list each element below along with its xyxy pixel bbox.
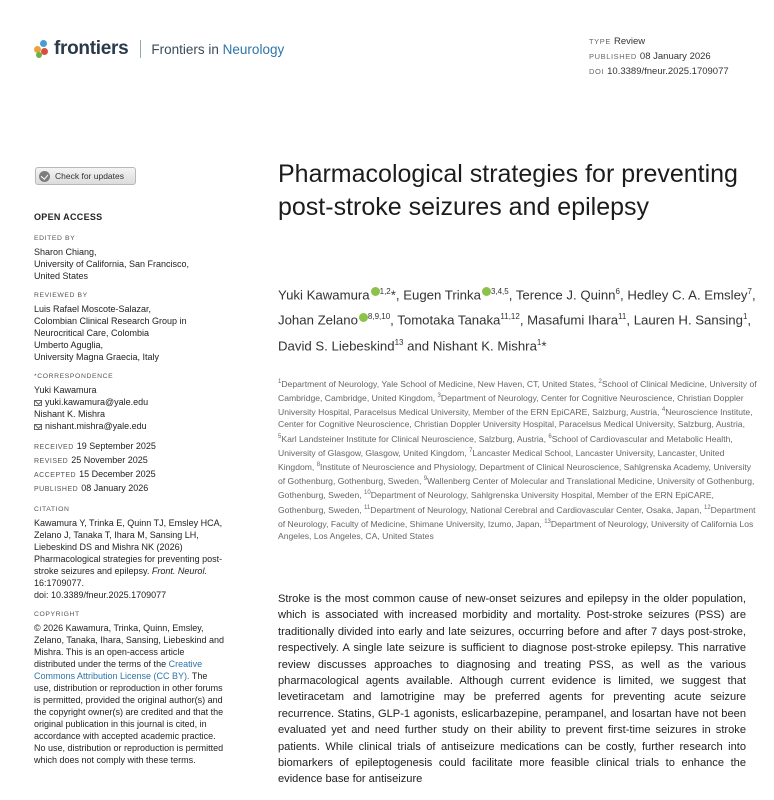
affiliation-text: Neuroscience Institute, Center for Cognitive Neuroscience, Christian Doppler University Hospital, Paracelsus Medical University, Salzburg, Austria, bbox=[278, 407, 753, 430]
author-name[interactable]: Lauren H. Sansing bbox=[633, 312, 743, 328]
author-affiliation-ref: 6 bbox=[615, 287, 620, 296]
author-affiliation-ref: 7 bbox=[747, 287, 752, 296]
history-dates: RECEIVED 19 September 2025 REVISED 25 November 2025 ACCEPTED 15 December 2025 PUBLISHED 08 January 2026 bbox=[34, 441, 156, 493]
affiliation-number: 9 bbox=[423, 476, 428, 483]
author-affiliation-ref: 8,9,10 bbox=[367, 312, 391, 322]
published-date: 08 January 2026 bbox=[639, 51, 711, 62]
affiliation-number: 3 bbox=[437, 393, 441, 400]
correspondence: *CORRESPONDENCE Yuki Kawamura yuki.kawamura@yale.edu Nishant K. Mishra nishant.mishra@yale.edu bbox=[34, 371, 224, 432]
envelope-icon bbox=[34, 400, 42, 406]
author-affiliation-ref: 13 bbox=[394, 337, 404, 347]
affiliation-number: 2 bbox=[598, 379, 602, 385]
affiliation-number: 10 bbox=[364, 490, 371, 497]
author-name[interactable]: Johan Zelano bbox=[278, 312, 358, 328]
author-name[interactable]: Hedley C. A. Emsley bbox=[627, 287, 748, 303]
affiliation-text: Department of Neurology, National Cerebral and Cardiovascular Center, Osaka, Japan, bbox=[370, 504, 704, 515]
author-affiliation-ref: 11,12 bbox=[500, 312, 520, 322]
citation: CITATION Kawamura Y, Trinka E, Quinn TJ, Emsley HCA, Zelano J, Tanaka T, Ihara M, Sansing LH, Liebeskind DS and Mishra NK (2026) Pharmacological strategies for preventing post-stroke seizures and epilepsy. Front. Neurol. 16:1709077. doi: 10.3389/fneur.2025.1709077 bbox=[34, 506, 223, 600]
article-meta: TYPE Review PUBLISHED 08 January 2026 DOI 10.3389/fneur.2025.1709077 bbox=[589, 36, 729, 77]
email-link-2[interactable]: nishant.mishra@yale.edu bbox=[34, 420, 224, 432]
author-affiliation-ref: 1,2 bbox=[379, 287, 391, 296]
author-name[interactable]: Nishant K. Mishra bbox=[432, 338, 537, 354]
doi[interactable]: 10.3389/fneur.2025.1709077 bbox=[607, 66, 729, 77]
article-type: Review bbox=[614, 36, 646, 47]
affiliation-text: Department of Neurology, Center for Cognitive Neuroscience, Christian Doppler University Hospital, Paracelsus Medical University, Member of the ERN EpiCARE, Salzburg, Austria, bbox=[278, 393, 744, 418]
author-name[interactable]: Yuki Kawamura bbox=[278, 287, 370, 303]
email-link-1[interactable]: yuki.kawamura@yale.edu bbox=[34, 396, 224, 408]
affiliation-number: 8 bbox=[316, 462, 321, 469]
article-title: Pharmacological strategies for preventing post-stroke seizures and epilepsy bbox=[278, 160, 738, 221]
affiliation-number: 13 bbox=[544, 518, 551, 525]
check-for-updates-button[interactable]: Check for updates bbox=[35, 167, 136, 185]
frontiers-logo[interactable] bbox=[34, 38, 284, 60]
affiliation-number: 7 bbox=[469, 447, 473, 454]
affiliation-text: Karl Landsteiner Institute for Clinical Neuroscience, Salzburg, Austria, bbox=[281, 433, 549, 444]
edited-by: EDITED BY Sharon Chiang, University of California, San Francisco, United States bbox=[34, 235, 190, 281]
publisher-name: frontiers bbox=[54, 38, 129, 59]
author-affiliation-ref: 3,4,5 bbox=[490, 287, 509, 296]
affiliation-text: Lancaster Medical School, Lancaster University, Lancaster, United Kingdom, bbox=[278, 447, 725, 472]
logo-divider bbox=[140, 40, 141, 58]
open-access-label: OPEN ACCESS bbox=[34, 212, 103, 222]
author-name[interactable]: Tomotaka Tanaka bbox=[397, 312, 501, 328]
affiliation-text: School of Clinical Medicine, University of Cambridge, Cambridge, United Kingdom, bbox=[278, 378, 757, 404]
author-name[interactable]: Terence J. Quinn bbox=[515, 287, 616, 303]
author-affiliation-ref: 1 bbox=[742, 312, 748, 322]
cc-by-license-link[interactable]: Creative Commons Attribution License (CC BY). bbox=[34, 659, 203, 681]
orcid-icon[interactable] bbox=[359, 313, 368, 322]
affiliation-text: Wallenberg Center of Molecular and Translational Medicine, University of Gothenburg, Gothenburg, Sweden, bbox=[278, 476, 755, 501]
author-name[interactable]: Eugen Trinka bbox=[403, 287, 481, 303]
affiliation-text: Institute of Neuroscience and Physiology, Department of Clinical Neuroscience, Sahlgrenska Academy, University of Gothenburg, Gothenburg, Sweden, bbox=[278, 461, 752, 487]
envelope-icon bbox=[34, 424, 42, 430]
frontiers-logo-icon bbox=[34, 40, 50, 58]
abstract: Stroke is the most common cause of new-onset seizures and epilepsy in the older population, which is associated with increased morbidity and mortality. Post-stroke seizures (PSS) are traditionally divided into early and late seizures, occurring before and after 7 days post-stroke, respectively. A single late seizure is sufficient to diagnose post-stroke epilepsy. This narrative review discusses approaches to diagnosing and treating PSS, as well as the various pharmacological agents available. Although current evidence is limited, we suggest that levetiracetam and lamotrigine may be preferred agents for preventing acute seizure recurrence. Statins, GLP-1 agonists, eslicarbazepine, perampanel, and losartan have not been evaluated yet and need further study on their ability to prevent first-time seizures in stroke patients. While clinical trials of antiseizure medications can be costly, further research into biomarkers of epileptogenesis could facilitate more feasible clinical trials to enhance the evidence base for antiseizure bbox=[278, 593, 746, 786]
affiliation-text: Department of Neurology, Faculty of Medicine, Shimane University, Izumo, Japan, bbox=[278, 504, 756, 529]
author-affiliation-ref: 1 bbox=[536, 337, 542, 347]
affiliation-text: School of Cardiovascular and Metabolic Health, University of Glasgow, Glasgow, United Kingdom, bbox=[278, 433, 733, 458]
author-affiliation-ref: 11 bbox=[618, 312, 627, 322]
author-name[interactable]: Masafumi Ihara bbox=[527, 312, 619, 328]
and-word: and bbox=[407, 338, 430, 354]
affiliation-text: Department of Neurology, Sahlgrenska University Hospital, Member of the ERN EpiCARE, Gothenburg, Sweden, bbox=[278, 490, 714, 515]
affiliation-number: 11 bbox=[364, 504, 371, 511]
affiliation-number: 4 bbox=[661, 407, 666, 414]
orcid-icon[interactable] bbox=[482, 287, 491, 296]
corresponding-mark: * bbox=[390, 287, 396, 303]
sidebar bbox=[34, 211, 224, 774]
orcid-icon[interactable] bbox=[371, 287, 380, 296]
affiliation-text: Department of Neurology, Yale School of Medicine, New Haven, CT, United States, bbox=[281, 378, 599, 389]
author-list: Yuki Kawamura $^{1,2}$*, Eugen Trinka $^{3,4,5}$, Terence J. Quinn$^6$, Hedley C. A. Emsley$^7$, Johan Zelano $^{8,9,10}$, Tomotaka Tanaka$^{11,12}$, Masafumi Ihara$^{11}$, Lauren H. Sansing$^1$, David S. Liebeskind$^{13}$ and Nishant K. Mishra$^1$* bbox=[278, 287, 756, 354]
affiliation-text: Department of Neurology, University of California Los Angeles, Los Angeles, CA, United States bbox=[278, 518, 754, 541]
affiliation-number: 5 bbox=[278, 433, 282, 440]
copyright: COPYRIGHT © 2026 Kawamura, Trinka, Quinn, Emsley, Zelano, Tanaka, Ihara, Sansing, Liebeskind and Mishra. This is an open-access article distributed under the terms of the Creative Commons Attribution License (CC BY). The use, distribution or reproduction in other forums is permitted, provided the original author(s) and the copyright owner(s) are credited and that the original publication in this journal is cited, in accordance with accepted academic practice. No use, distribution or reproduction is permitted which does not comply with these terms. bbox=[34, 611, 224, 765]
reviewed-by: REVIEWED BY Luis Rafael Moscote-Salazar, Colombian Clinical Research Group in Neurocritical Care, Colombia Umberto Aguglia, University Magna Graecia, Italy bbox=[34, 292, 187, 362]
author-name[interactable]: David S. Liebeskind bbox=[278, 338, 395, 354]
affiliation-number: 12 bbox=[703, 504, 711, 511]
check-icon bbox=[39, 171, 50, 182]
journal-name: Frontiers in Neurology bbox=[151, 41, 285, 57]
affiliations bbox=[278, 376, 758, 542]
corresponding-mark: * bbox=[541, 338, 547, 354]
affiliation-number: 6 bbox=[548, 433, 552, 440]
affiliation-number: 1 bbox=[278, 379, 282, 385]
